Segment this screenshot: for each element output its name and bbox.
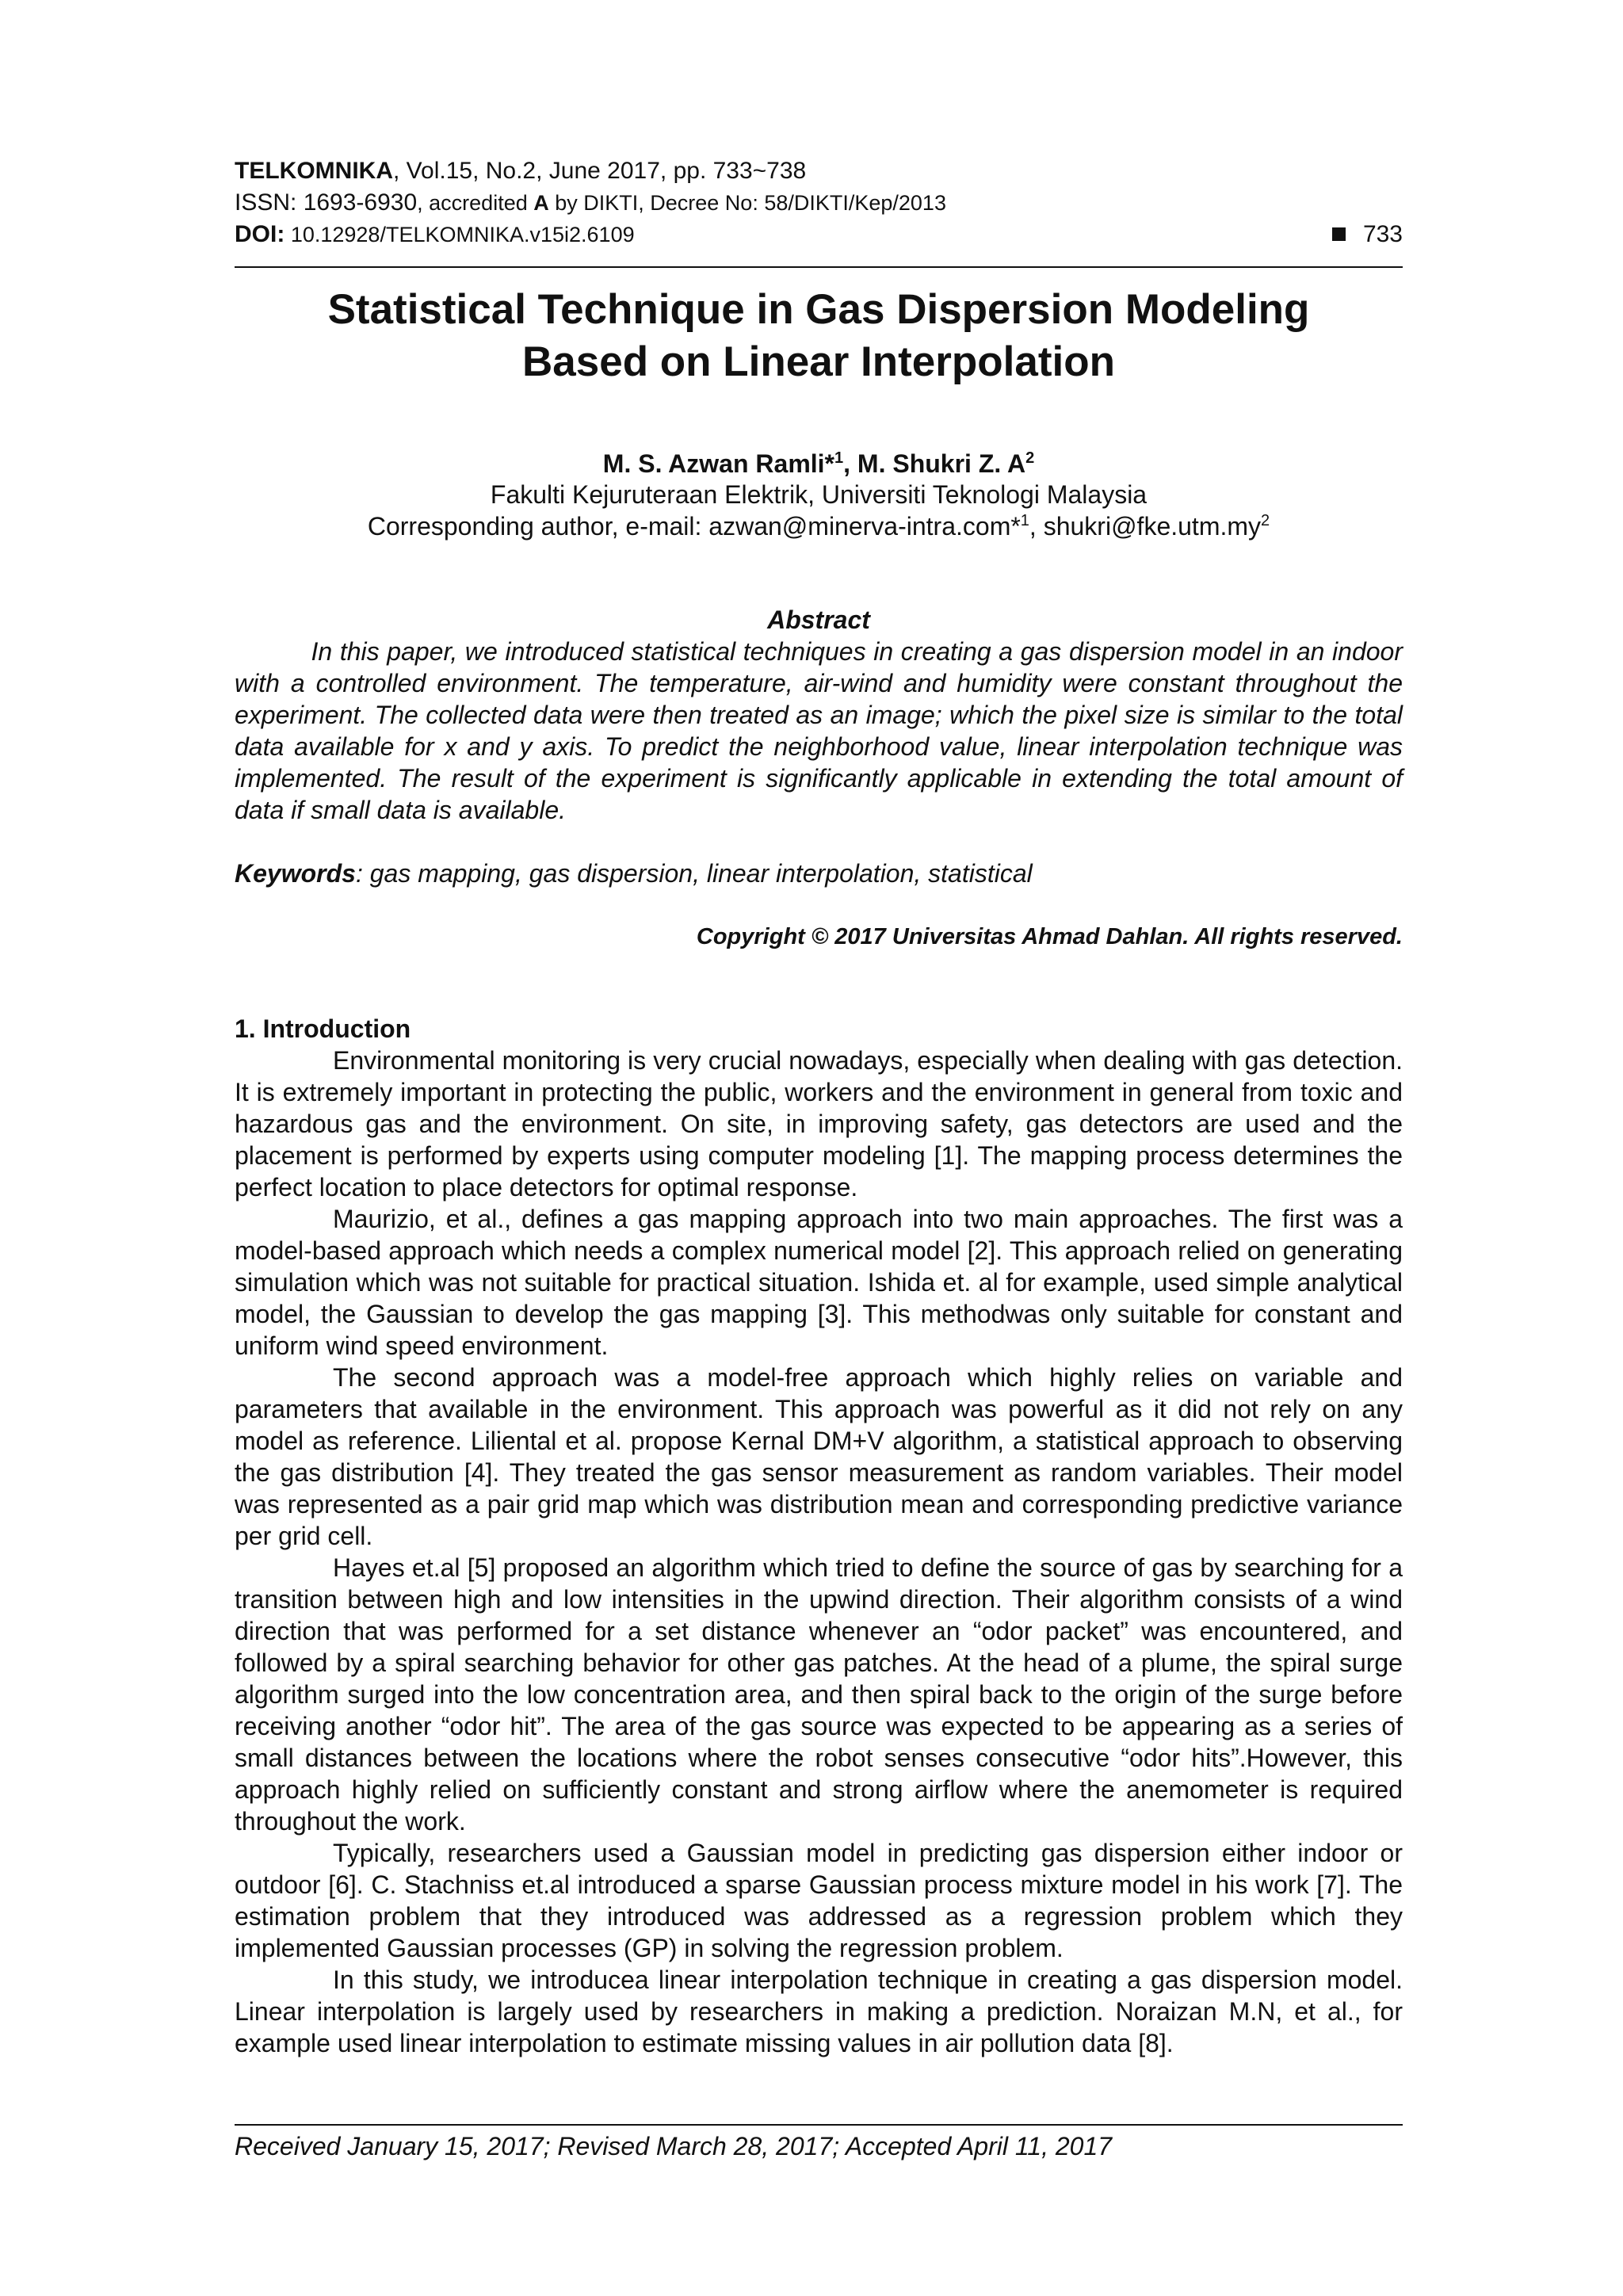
accreditation-post: by DIKTI, Decree No: 58/DIKTI/Kep/2013	[548, 191, 946, 215]
paragraph: Maurizio, et al., defines a gas mapping approach into two main approaches. The first was a model-based approach which needs a complex numerical model [2]. This approach relied on generating simulation which was not suitable for practical situation. Ishida et. al for example, used simple analytical model, the Gaussian to develop the gas mapping [3]. This methodwas only suitable for constant and uniform wind speed environment.	[235, 1205, 1403, 1360]
keywords	[235, 858, 1403, 889]
journal-name: TELKOMNIKA	[235, 158, 393, 184]
page-number	[1332, 219, 1403, 250]
journal-citation-line	[235, 155, 1403, 187]
doi-value: 10.12928/TELKOMNIKA.v15i2.6109	[285, 223, 635, 246]
title-line-2: Based on Linear Interpolation	[522, 338, 1115, 385]
abstract-indent	[235, 637, 311, 666]
author-list	[235, 448, 1403, 479]
footer-rule	[235, 2124, 1403, 2126]
author-separator: ,	[843, 449, 857, 478]
corresponding-author	[235, 510, 1403, 542]
keywords-list: : gas mapping, gas dispersion, linear interpolation, statistical	[355, 859, 1033, 888]
keywords-label: Keywords	[235, 859, 356, 888]
doi-label: DOI:	[235, 221, 285, 247]
author-1-affiliation-mark: 1	[834, 449, 844, 467]
introduction-body	[235, 1045, 1403, 2059]
square-bullet-icon	[1332, 227, 1346, 241]
issn: ISSN: 1693-6930	[235, 189, 418, 216]
page-number-value: 733	[1362, 221, 1403, 247]
journal-citation: , Vol.15, No.2, June 2017, pp. 733~738	[392, 158, 807, 184]
author-2-affiliation-mark: 2	[1025, 449, 1035, 467]
corresponding-email-2: , shukri@fke.utm.my	[1029, 512, 1262, 541]
paragraph: The second approach was a model-free approach which highly relies on variable and parameters that available in the environment. This approach was powerful as it did not rely on any model as reference. Liliental et al. propose Kernal DM+V algorithm, a statistical approach to observing the gas distribution [4]. They treated the gas sensor measurement as random variables. Their model was represented as a pair grid map which was distribution mean and corresponding predictive variance per grid cell.	[235, 1363, 1403, 1550]
running-header	[235, 155, 1403, 250]
paragraph: Environmental monitoring is very crucial nowadays, especially when dealing with gas detection. It is extremely important in protecting the public, workers and the environment in general from toxic and hazardous gas and the environment. On site, in improving safety, gas detectors are used and the placement is performed by experts using computer modeling [1]. The mapping process determines the perfect location to place detectors for optimal response.	[235, 1046, 1403, 1201]
header-rule	[235, 266, 1403, 268]
paper-title	[235, 284, 1403, 388]
section-heading-introduction: 1. Introduction	[235, 1014, 411, 1043]
paragraph: Hayes et.al [5] proposed an algorithm which tried to define the source of gas by searching for a transition between high and low intensities in the upwind direction. Their algorithm consists of a wind direction that was performed for a set distance whenever an “odor packet” was encountered, and followed by a spiral searching behavior for other gas patches. At the head of a plume, the spiral surge algorithm surged into the low concentration area, and then spiral back to the origin of the surge before receiving another “odor hit”. The area of the gas source was expected to be appearing as a series of small distances between the locations where the robot senses consecutive “odor hits”.However, this approach highly relied on sufficiently constant and strong airflow where the anemometer is required throughout the work.	[235, 1553, 1403, 1836]
author-2: M. Shukri Z. A	[857, 449, 1026, 478]
received-dates: Received January 15, 2017; Revised March 28, 2017; Accepted April 11, 2017	[235, 2132, 1113, 2160]
corresponding-mark-2: 2	[1261, 512, 1270, 529]
accreditation-pre: , accredited	[417, 191, 534, 215]
doi-line	[235, 219, 1403, 250]
author-1: M. S. Azwan Ramli*	[602, 449, 834, 478]
abstract-body: In this paper, we introduced statistical techniques in creating a gas dispersion model in an indoor with a controlled environment. The temperature, air-wind and humidity were constant throughout the experiment. The collected data were then treated as an image; which the pixel size is similar to the total data available for x and y axis. To predict the neighborhood value, linear interpolation technique was implemented. The result of the experiment is significantly applicable in extending the total amount of data if small data is available.	[235, 637, 1403, 824]
issn-line	[235, 187, 1403, 219]
corresponding-mark-1: 1	[1020, 512, 1029, 529]
affiliation: Fakulti Kejuruteraan Elektrik, Universiti Teknologi Malaysia	[490, 480, 1148, 509]
abstract-text	[235, 636, 1403, 826]
copyright-notice: Copyright © 2017 Universitas Ahmad Dahlan. All rights reserved.	[696, 924, 1403, 949]
abstract-heading: Abstract	[767, 606, 870, 634]
paragraph: Typically, researchers used a Gaussian model in predicting gas dispersion either indoor or outdoor [6]. C. Stachniss et.al introduced a sparse Gaussian process mixture model in his work [7]. The estimation problem that they introduced was addressed as a regression problem which they implemented Gaussian processes (GP) in solving the regression problem.	[235, 1839, 1403, 1962]
paragraph: In this study, we introducea linear interpolation technique in creating a gas dispersion model. Linear interpolation is largely used by researchers in making a prediction. Noraizan M.N, et al., for example used linear interpolation to estimate missing values in air pollution data [8].	[235, 1966, 1403, 2057]
corresponding-email-1: Corresponding author, e-mail: azwan@minerva-intra.com*	[367, 512, 1021, 541]
title-line-1: Statistical Technique in Gas Dispersion Modeling	[327, 286, 1310, 333]
accreditation-grade: A	[533, 191, 549, 215]
